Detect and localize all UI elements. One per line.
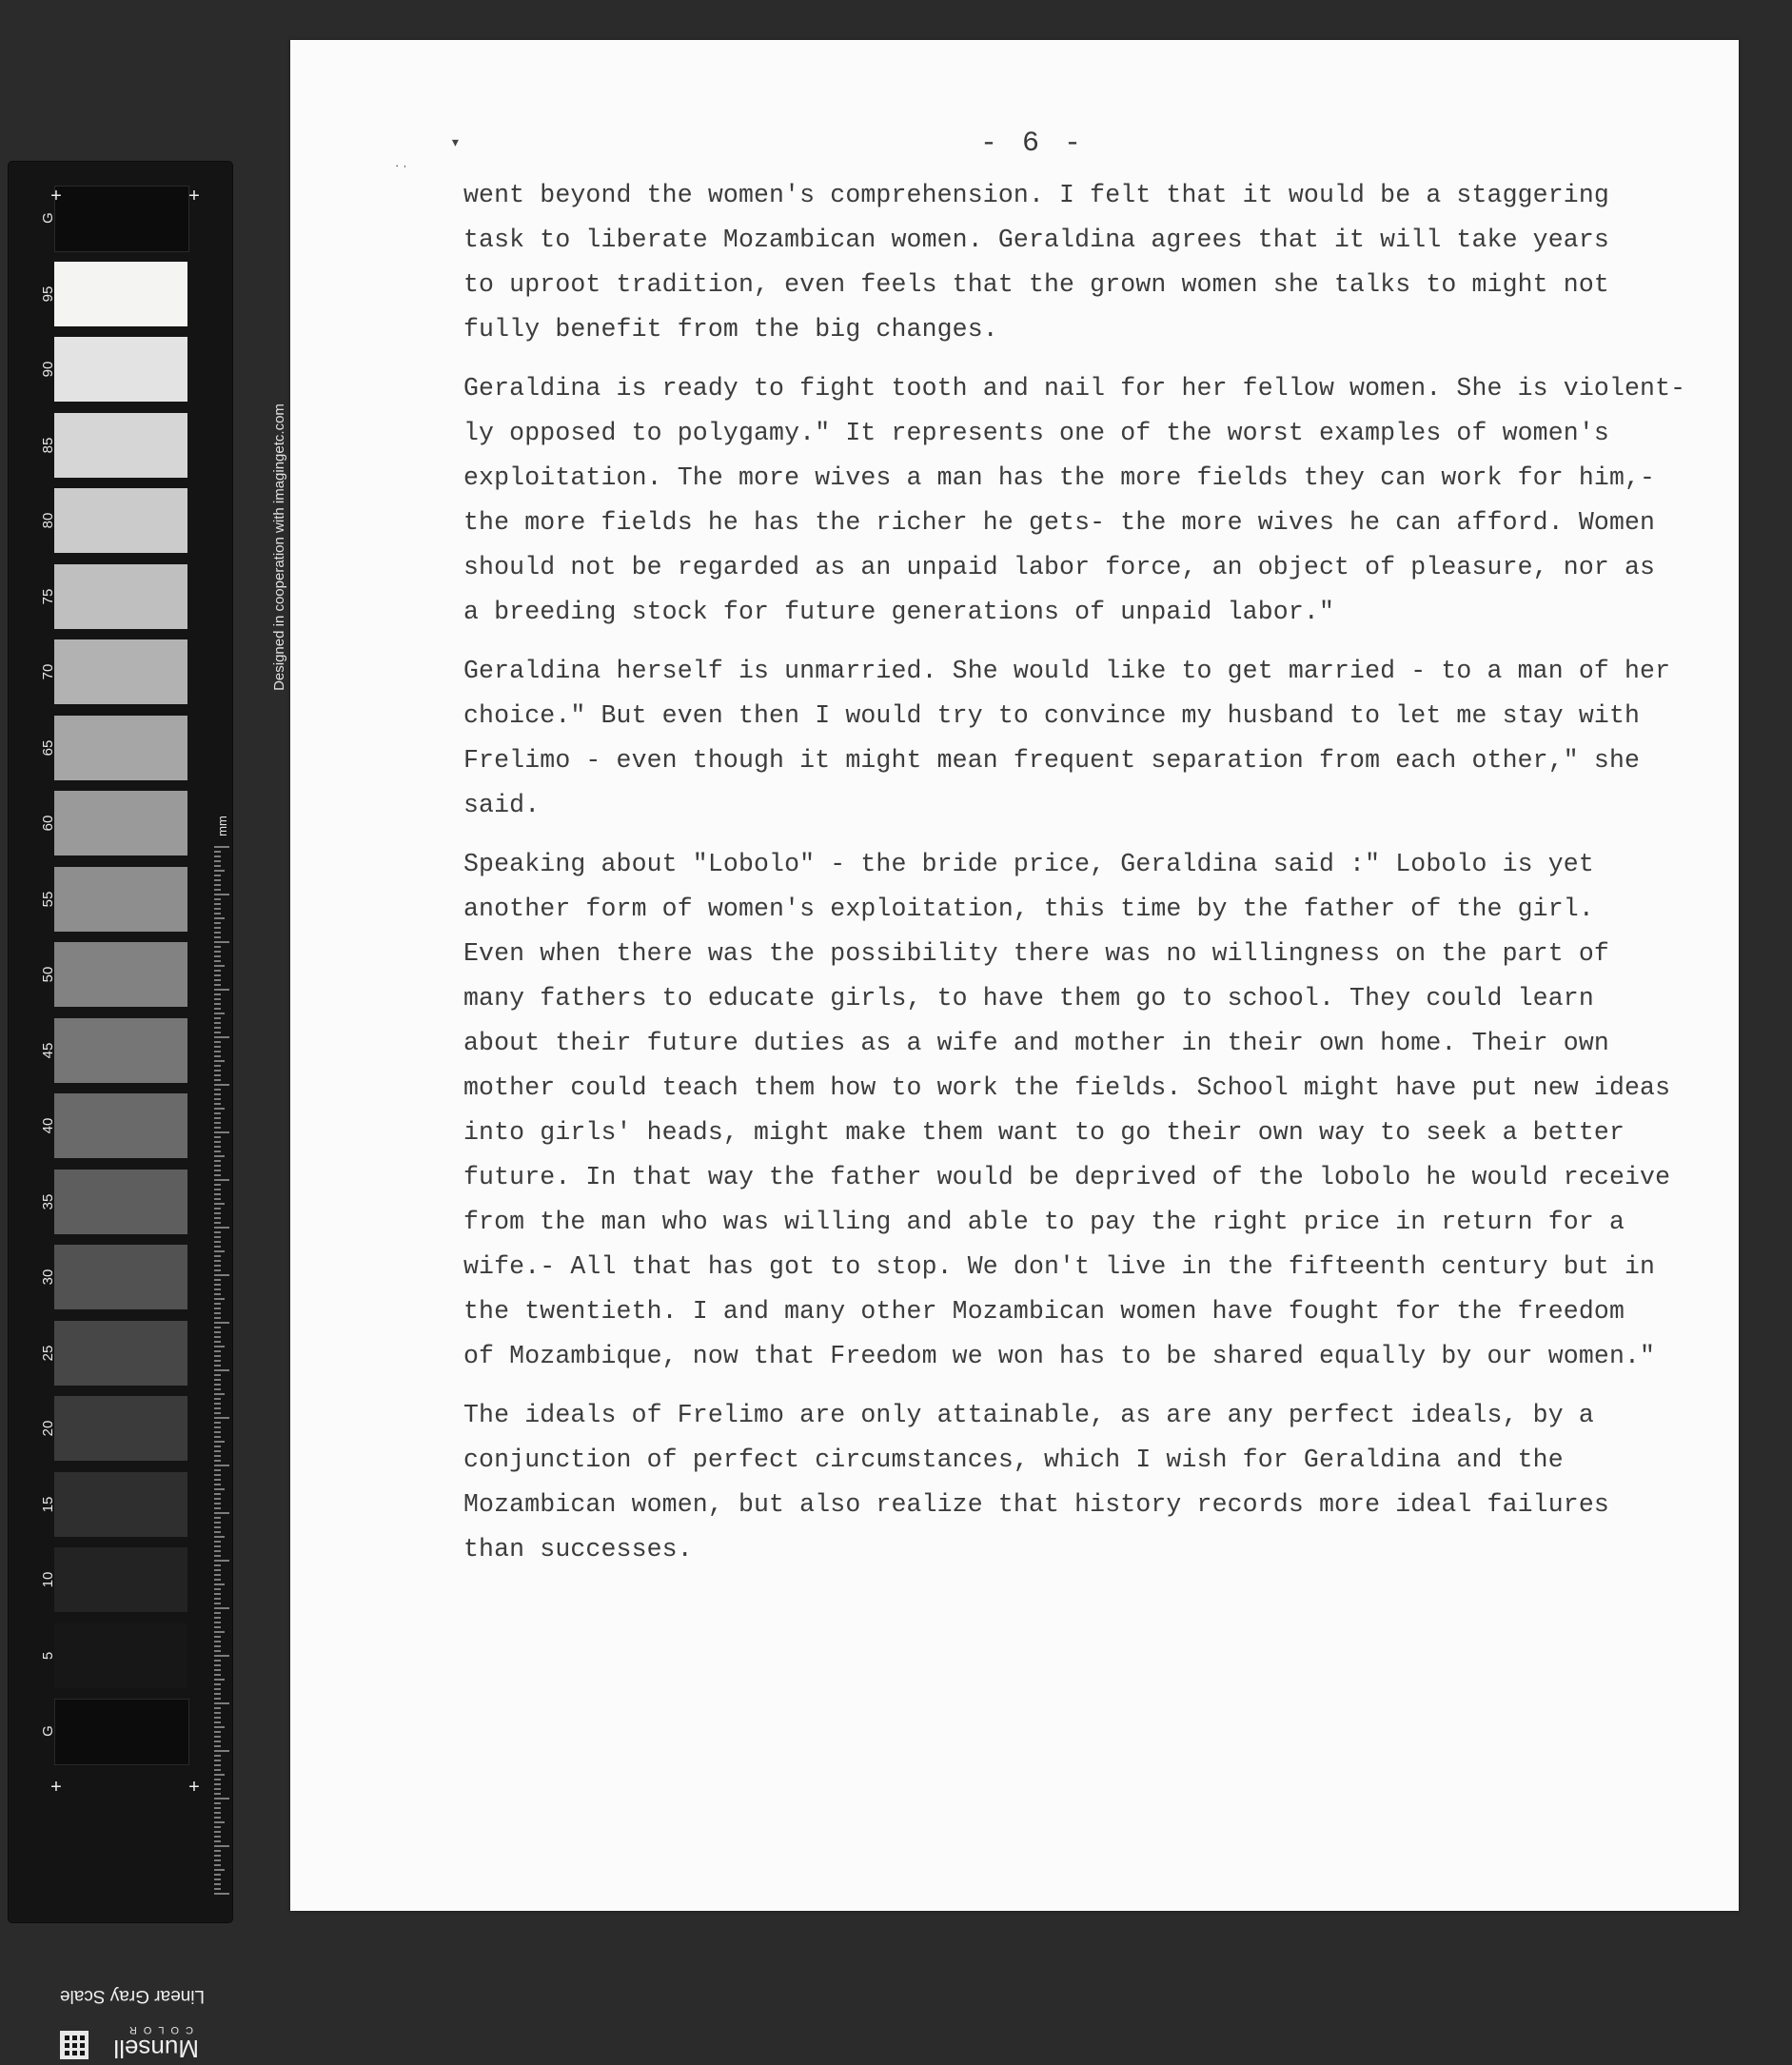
gray-patch	[54, 564, 187, 629]
text-line: task to liberate Mozambican women. Geraldina agrees that it will take years	[463, 226, 1609, 254]
patch-label: 70	[40, 663, 56, 680]
mm-label: mm	[215, 816, 229, 836]
registration-plus-icon: +	[50, 186, 62, 206]
patch-label: 40	[40, 1117, 56, 1134]
text-line: than successes.	[463, 1535, 693, 1564]
text-line: Frelimo - even though it might mean frequent separation from each other," she	[463, 746, 1641, 775]
gray-patch	[54, 1170, 187, 1234]
gray-patch	[54, 262, 187, 326]
patch-label: 50	[40, 966, 56, 983]
munsell-brand	[56, 2017, 199, 2065]
patch-label: 65	[40, 739, 56, 756]
patch-label: 95	[40, 285, 56, 302]
text-line: went beyond the women's comprehension. I felt that it would be a staggering	[463, 181, 1609, 209]
patch-label: 90	[40, 361, 56, 378]
gray-patch	[54, 791, 187, 856]
text-line: fully benefit from the big changes.	[463, 315, 998, 344]
gray-patch	[54, 1245, 187, 1309]
registration-plus-icon: +	[188, 186, 200, 206]
text-line: Mozambican women, but also realize that history records more ideal failures	[463, 1490, 1609, 1519]
patch-label: 25	[40, 1345, 56, 1361]
gray-patch	[54, 186, 189, 252]
registration-plus-icon: +	[188, 1777, 200, 1798]
text-line: conjunction of perfect circumstances, which I wish for Geraldina and the	[463, 1446, 1564, 1474]
stray-mark: ˙ˈ	[393, 165, 409, 180]
text-line: of Mozambique, now that Freedom we won has to be shared equally by our women."	[463, 1342, 1656, 1370]
patch-label: 20	[40, 1420, 56, 1437]
gray-patch	[54, 867, 187, 932]
patch-label: 30	[40, 1268, 56, 1286]
patch-label: 35	[40, 1193, 56, 1210]
text-line: Even when there was the possibility there was no willingness on the part of	[463, 939, 1609, 968]
text-line: wife.- All that has got to stop. We don't live in the fifteenth century but in	[463, 1252, 1656, 1281]
gray-patch	[54, 942, 187, 1007]
patch-label: G	[40, 212, 56, 224]
text-line: The ideals of Frelimo are only attainable, as are any perfect ideals, by a	[463, 1401, 1594, 1429]
page-number: - 6 -	[979, 128, 1085, 160]
gray-scale-card	[9, 162, 287, 2063]
gray-patch	[54, 1321, 187, 1386]
paragraph	[463, 842, 1737, 1379]
patch-label: 5	[40, 1651, 56, 1660]
paragraph	[463, 173, 1737, 352]
gray-patch	[54, 716, 187, 780]
text-line: choice." But even then I would try to convince my husband to let me stay with	[463, 701, 1641, 730]
gray-patch	[54, 1093, 187, 1158]
text-line: many fathers to educate girls, to have them go to school. They could learn	[463, 984, 1594, 1013]
document-page	[290, 40, 1739, 1911]
gray-patch	[54, 1623, 187, 1688]
text-line: said.	[463, 791, 541, 819]
text-line: a breeding stock for future generations of unpaid labor."	[463, 598, 1334, 626]
text-line: to uproot tradition, even feels that the grown women she talks to might not	[463, 270, 1609, 299]
gray-patch	[54, 1472, 187, 1537]
brand-sub: COLOR	[122, 2024, 193, 2036]
text-line: future. In that way the father would be deprived of the lobolo he would receive	[463, 1163, 1671, 1191]
mm-ruler	[214, 847, 233, 1894]
patch-label: 75	[40, 588, 56, 604]
text-line: Geraldina is ready to fight tooth and nail for her fellow women. She is violent-	[463, 374, 1686, 403]
text-line: Geraldina herself is unmarried. She would like to get married - to a man of her	[463, 657, 1671, 685]
gray-patch	[54, 1396, 187, 1461]
patch-label: 45	[40, 1042, 56, 1058]
text-line: ly opposed to polygamy." It represents one of the worst examples of women's	[463, 419, 1609, 447]
paragraph	[463, 1393, 1737, 1572]
gray-patch	[54, 1547, 187, 1612]
registration-plus-icon: +	[50, 1777, 62, 1798]
munsell-logo-icon	[60, 2031, 89, 2059]
patch-label: 55	[40, 891, 56, 907]
gray-patch	[54, 639, 187, 704]
patch-label: 60	[40, 815, 56, 832]
gray-patch	[54, 488, 187, 553]
patch-label: G	[40, 1725, 56, 1737]
brand-name: Munsell	[113, 2035, 199, 2063]
stray-mark: ▾	[450, 134, 461, 153]
text-line: another form of women's exploitation, this time by the father of the girl.	[463, 895, 1594, 923]
patch-label: 15	[40, 1496, 56, 1512]
text-line: into girls' heads, might make them want to go their own way to seek a better	[463, 1118, 1625, 1147]
text-line: should not be regarded as an unpaid labor force, an object of pleasure, nor as	[463, 553, 1656, 581]
paragraph	[463, 366, 1737, 635]
gray-patch	[54, 1018, 187, 1083]
scale-title: Linear Gray Scale	[59, 1986, 206, 2006]
gray-patch	[54, 413, 187, 478]
text-line: the more fields he has the richer he gets- the more wives he can afford. Women	[463, 508, 1656, 537]
patch-label: 85	[40, 437, 56, 453]
text-line: the twentieth. I and many other Mozambican women have fought for the freedom	[463, 1297, 1625, 1326]
document-body	[463, 173, 1737, 1586]
text-line: Speaking about "Lobolo" - the bride price, Geraldina said :" Lobolo is yet	[463, 850, 1594, 878]
text-line: from the man who was willing and able to pay the right price in return for a	[463, 1208, 1625, 1236]
patch-label: 80	[40, 512, 56, 529]
text-line: exploitation. The more wives a man has the more fields they can work for him,-	[463, 463, 1656, 492]
gray-patch	[54, 1699, 189, 1765]
text-line: about their future duties as a wife and mother in their own home. Their own	[463, 1029, 1609, 1057]
gray-patch	[54, 337, 187, 402]
patch-label: 10	[40, 1571, 56, 1588]
paragraph	[463, 649, 1737, 828]
designed-credit: Designed in cooperation with imagingetc.com	[271, 403, 287, 691]
text-line: mother could teach them how to work the fields. School might have put new ideas	[463, 1073, 1671, 1102]
